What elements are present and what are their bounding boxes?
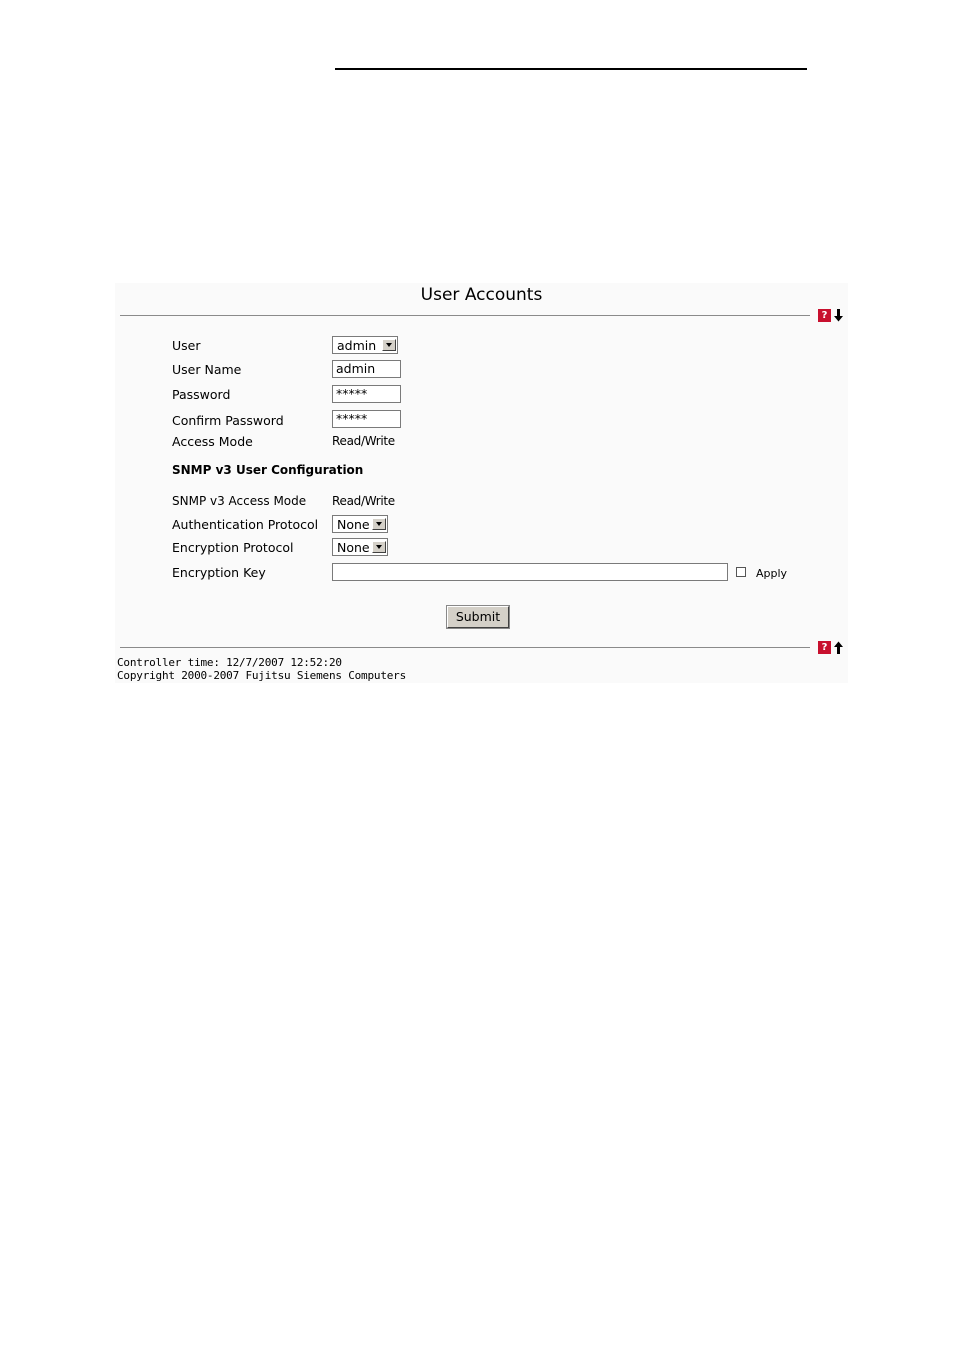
auth-protocol-value: None xyxy=(337,517,370,532)
password-input[interactable]: ***** xyxy=(332,385,401,403)
controller-time: Controller time: 12/7/2007 12:52:20 xyxy=(117,656,342,669)
enc-key-label: Encryption Key xyxy=(172,565,266,580)
user-select-value: admin xyxy=(337,338,377,353)
apply-checkbox[interactable] xyxy=(736,567,746,577)
arrow-down-icon[interactable] xyxy=(833,309,844,322)
help-icon[interactable]: ? xyxy=(818,309,831,322)
apply-label: Apply xyxy=(756,567,788,580)
submit-button[interactable]: Submit xyxy=(447,606,509,628)
enc-protocol-select[interactable] xyxy=(332,538,388,556)
top-rule xyxy=(335,68,807,70)
auth-protocol-select[interactable] xyxy=(332,515,388,533)
enc-protocol-value: None xyxy=(337,540,370,555)
access-mode-value: Read/Write xyxy=(332,434,395,448)
bottom-divider xyxy=(120,647,810,648)
chevron-down-icon[interactable] xyxy=(372,541,386,553)
user-name-label: User Name xyxy=(172,362,242,377)
user-label: User xyxy=(172,338,201,353)
top-divider xyxy=(120,315,810,316)
chevron-down-icon[interactable] xyxy=(372,518,386,530)
chevron-down-icon[interactable] xyxy=(382,339,396,351)
snmp-access-mode-value: Read/Write xyxy=(332,494,395,508)
page-title: User Accounts xyxy=(420,285,543,305)
user-name-input[interactable]: admin xyxy=(332,360,401,378)
help-icon[interactable]: ? xyxy=(818,641,831,654)
arrow-up-icon[interactable] xyxy=(833,641,844,654)
confirm-password-label: Confirm Password xyxy=(172,413,284,428)
snmp-access-mode-label: SNMP v3 Access Mode xyxy=(172,494,307,508)
password-label: Password xyxy=(172,387,231,402)
user-select[interactable] xyxy=(332,336,398,354)
auth-protocol-label: Authentication Protocol xyxy=(172,517,319,532)
enc-key-input[interactable] xyxy=(332,563,728,581)
enc-protocol-label: Encryption Protocol xyxy=(172,540,294,555)
content-panel xyxy=(115,283,848,683)
confirm-password-input[interactable]: ***** xyxy=(332,410,401,428)
copyright-text: Copyright 2000-2007 Fujitsu Siemens Computers xyxy=(117,669,407,682)
snmp-section-heading: SNMP v3 User Configuration xyxy=(172,463,364,477)
access-mode-label: Access Mode xyxy=(172,434,253,449)
